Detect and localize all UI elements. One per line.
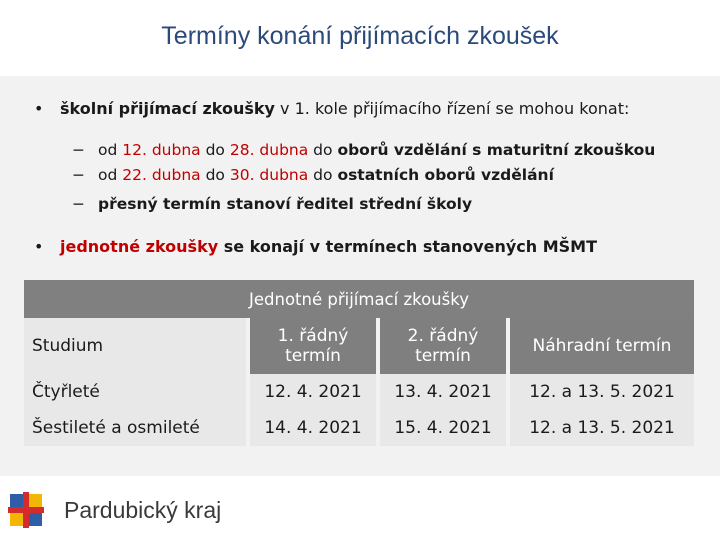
date-to: 28. dubna [229,141,309,159]
table-cell: 12. a 13. 5. 2021 [506,374,694,410]
bullet-marker: • [34,99,44,118]
table-cell: Čtyřleté [24,374,246,410]
sub-bold-text: přesný termín stanoví ředitel střední školy [98,195,473,213]
sub-text: do [200,141,230,159]
sub-bold-text: oborů vzdělání s maturitní zkouškou [337,141,656,159]
header-cell-study: Studium [24,318,246,374]
table-cell: 13. 4. 2021 [376,374,506,410]
bullet-school-exams [34,99,629,118]
date-from: 22. dubna [122,166,201,184]
table-header-row [24,318,694,374]
sub-text: do [200,166,230,184]
header-cell-first-term: 1. řádný termín [246,318,376,374]
brand-name: Pardubický kraj [64,497,222,523]
table-cell: 14. 4. 2021 [246,410,376,446]
table-cell: Šestileté a osmileté [24,410,246,446]
bullet-marker: • [34,237,44,256]
date-from: 12. dubna [122,141,201,159]
table-row [24,410,694,446]
table-cell: 12. a 13. 5. 2021 [506,410,694,446]
subitem-maturita [72,141,655,159]
date-to: 30. dubna [229,166,309,184]
sub-text: od [98,166,123,184]
sub-text: do [308,141,338,159]
page-title: Termíny konání přijímacích zkoušek [161,22,559,50]
table-cell: 15. 4. 2021 [376,410,506,446]
subitem-exact-date [72,195,472,213]
header-cell-substitute-term: Náhradní termín [506,318,694,374]
pardubice-region-logo-icon [8,492,44,528]
dash-marker: − [72,141,85,159]
dash-marker: − [72,166,85,184]
dash-marker: − [72,195,85,213]
exam-dates-table [24,280,694,446]
bullet-text: se konají v termínech stanovených MŠMT [218,237,597,256]
table-cell: 12. 4. 2021 [246,374,376,410]
bullet-bold-text: školní přijímací zkoušky [60,99,275,118]
bullet-red-text: jednotné zkoušky [60,237,219,256]
bullet-unified-exams [34,237,597,256]
subitem-other-fields [72,166,554,184]
sub-text: od [98,141,123,159]
bullet-text: v 1. kole přijímacího řízení se mohou konat: [274,99,630,118]
table-row [24,374,694,410]
sub-text: do [308,166,338,184]
header-cell-second-term: 2. řádný termín [376,318,506,374]
sub-bold-text: ostatních oborů vzdělání [337,166,554,184]
table-caption: Jednotné přijímací zkoušky [24,280,694,318]
